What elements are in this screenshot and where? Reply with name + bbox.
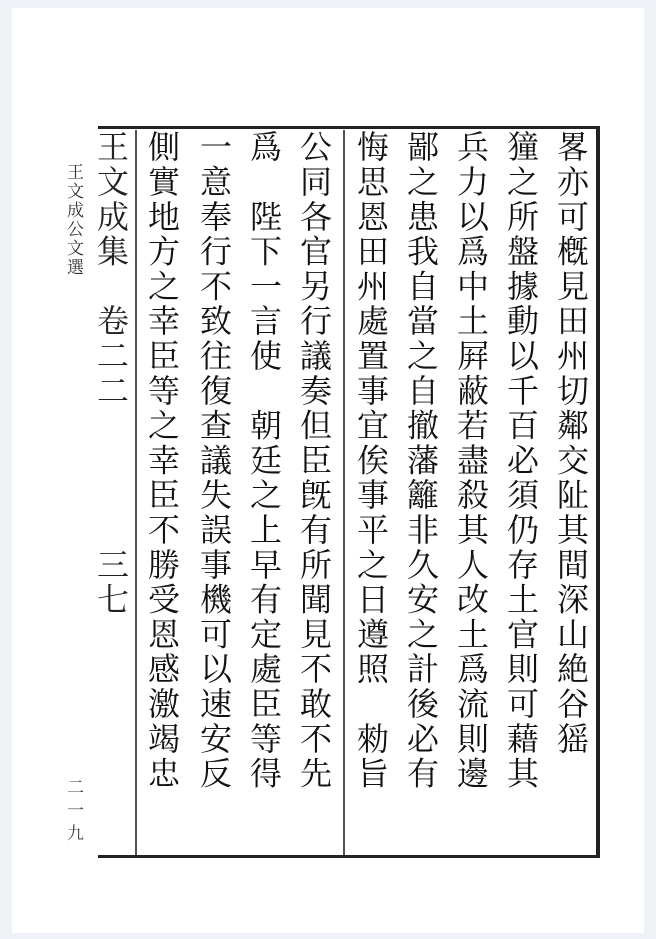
text-column (446, 130, 496, 855)
text-column (346, 130, 396, 855)
right-rule (596, 126, 600, 858)
column-text: 悔思恩田州處置事宜俟事平之日遵照 勑旨 (352, 130, 390, 792)
text-column (496, 130, 546, 855)
book-margin-text: 王文成集 卷二二 三七 (92, 130, 130, 618)
column-text: 一意奉行不致往復查議失誤事機可以速安反 (195, 130, 233, 792)
text-column (189, 130, 239, 855)
bottom-rule (98, 855, 600, 858)
column-text: 爲 陛下一言使 朝廷之上早有定處臣等得 (245, 130, 283, 792)
column-divider (343, 130, 345, 855)
column-text: 側實地方之幸臣等之幸臣不勝受恩感激竭忠 (143, 130, 181, 792)
text-column (289, 130, 339, 855)
column-text: 獞之所盤據動以千百必須仍存土官則可藉其 (502, 130, 540, 792)
text-column (239, 130, 289, 855)
column-text: 兵力以爲中土屛蔽若盡殺其人改土爲流則邊 (452, 130, 490, 792)
text-column (137, 130, 187, 855)
page-number: 二一九 (63, 778, 83, 847)
book-margin-column (86, 130, 136, 855)
text-block (90, 118, 600, 860)
text-column (396, 130, 446, 855)
running-title: 王文成公文選 (63, 163, 83, 277)
column-divider (135, 130, 137, 855)
column-text: 鄙之患我自當之自撤藩籬非久安之計後必有 (402, 130, 440, 792)
column-text: 畧亦可槪見田州切鄰交阯其間深山絶谷猺 (552, 130, 590, 757)
text-column (546, 130, 596, 855)
column-text: 公同各官另行議奏但臣旣有所聞見不敢不先 (295, 130, 333, 792)
top-rule (98, 126, 600, 129)
